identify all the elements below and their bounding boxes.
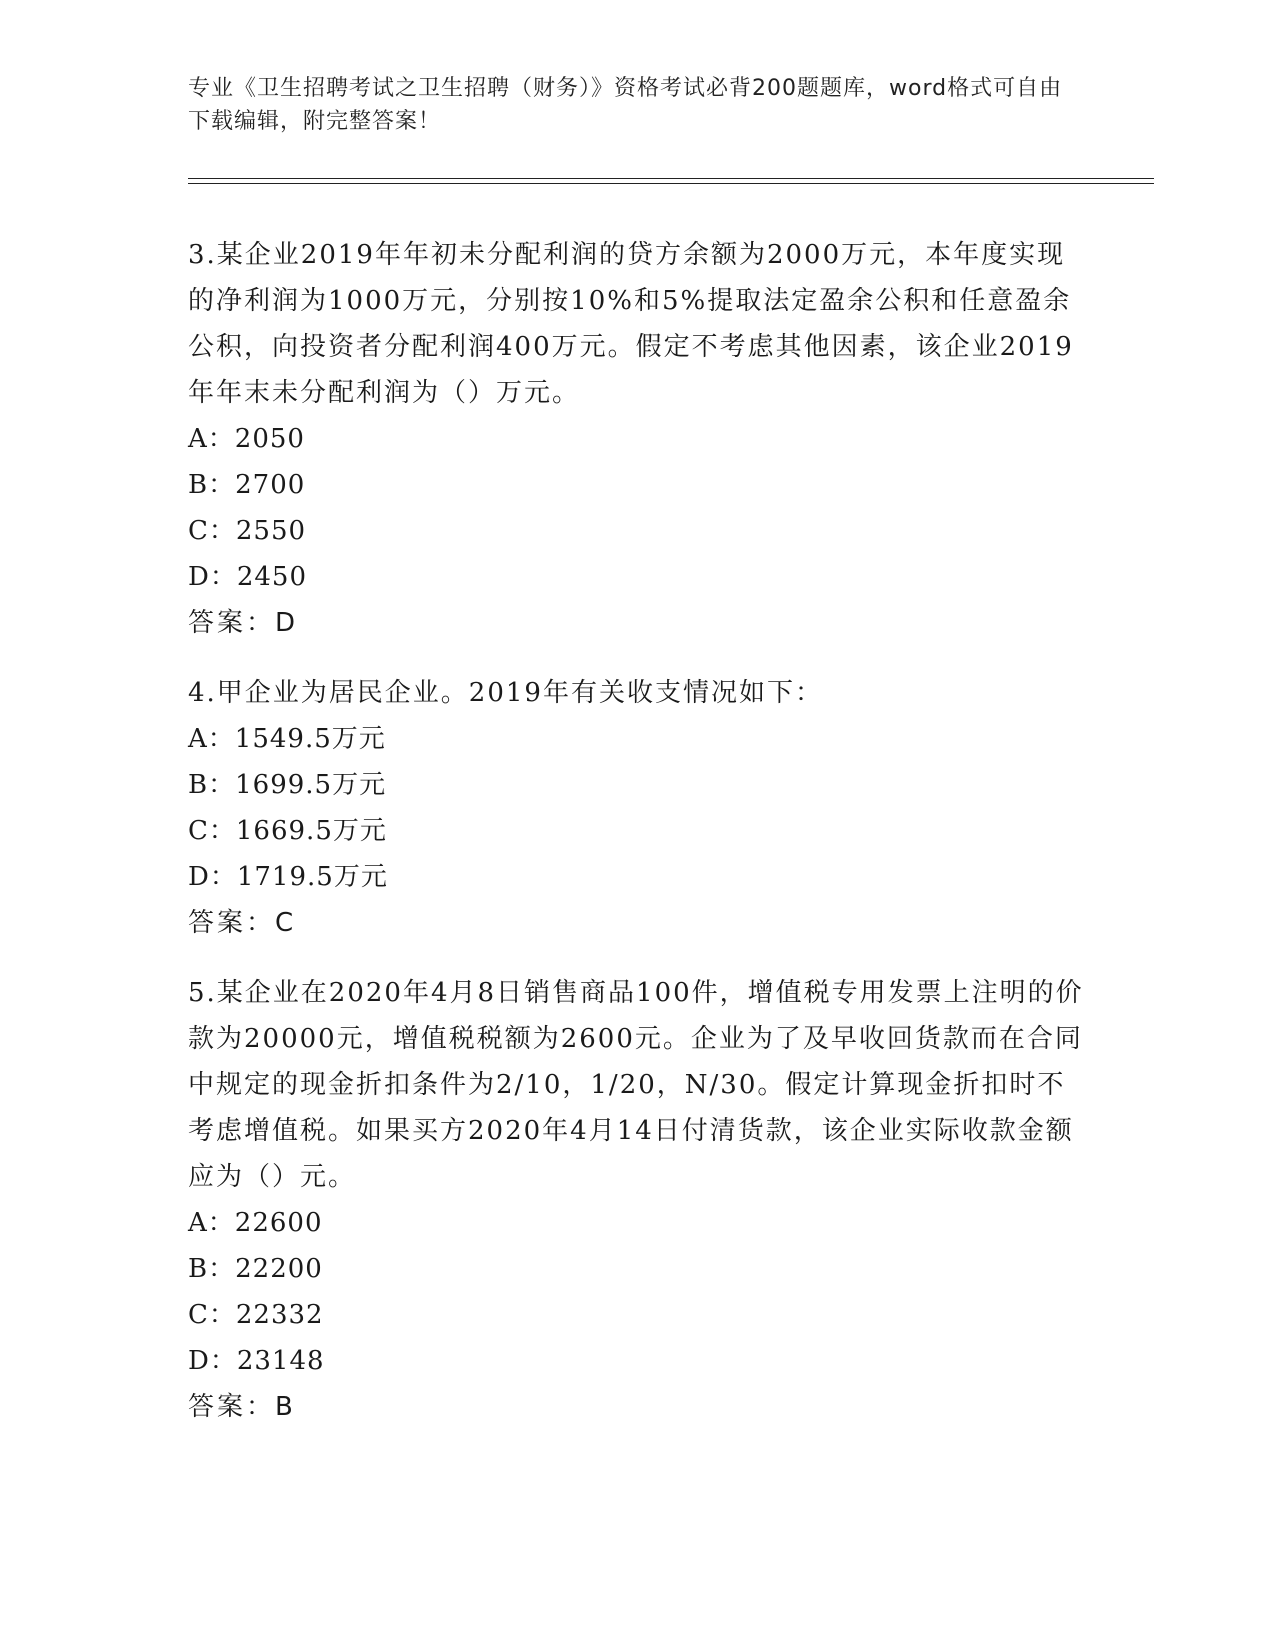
option-c: C：1669.5万元 [188,816,387,846]
option-d: D：1719.5万元 [188,862,388,892]
option-b: B：2700 [188,470,306,500]
option-c: C：22332 [188,1300,324,1330]
answer-value: D [275,608,296,638]
question-4 [188,670,1088,946]
answer-line [188,1384,1088,1430]
answer-label: 答案： [188,908,276,938]
answer-value: C [275,908,294,938]
document-header: 专业《卫生招聘考试之卫生招聘（财务）》资格考试必背200题题库，word格式可自由下载编辑，附完整答案！ [188,76,1063,134]
option-b: B：1699.5万元 [188,770,387,800]
question-stem: 5.某企业在2020年4月8日销售商品100件，增值税专用发票上注明的价款为20000元，增值税税额为2600元。企业为了及早收回货款而在合同中规定的现金折扣条件为2/10，1/20，N/30。假定计算现金折扣时不考虑增值税。如果买方2020年4月14日付清货款，该企业实际收款金额应为（）元。 [188,978,1084,1192]
answer-label: 答案： [188,608,276,638]
header-rule-bottom [188,183,1154,184]
question-stem: 4.甲企业为居民企业。2019年有关收支情况如下： [188,678,823,708]
answer-value: B [275,1392,293,1422]
question-5 [188,970,1088,1430]
option-a: A：1549.5万元 [188,724,386,754]
option-a: A：22600 [188,1208,323,1238]
option-b: B：22200 [188,1254,323,1284]
option-d: D：23148 [188,1346,325,1376]
option-c: C：2550 [188,516,307,546]
question-list [188,232,1088,1454]
header-rule-top [188,178,1154,179]
option-d: D：2450 [188,562,308,592]
question-3 [188,232,1088,646]
option-a: A：2050 [188,424,305,454]
answer-label: 答案： [188,1392,276,1422]
answer-line [188,600,1088,646]
question-stem: 3.某企业2019年年初未分配利润的贷方余额为2000万元，本年度实现的净利润为1000万元，分别按10%和5%提取法定盈余公积和任意盈余公积，向投资者分配利润400万元。假定不考虑其他因素，该企业2019年年末未分配利润为（）万元。 [188,240,1074,408]
answer-line [188,900,1088,946]
